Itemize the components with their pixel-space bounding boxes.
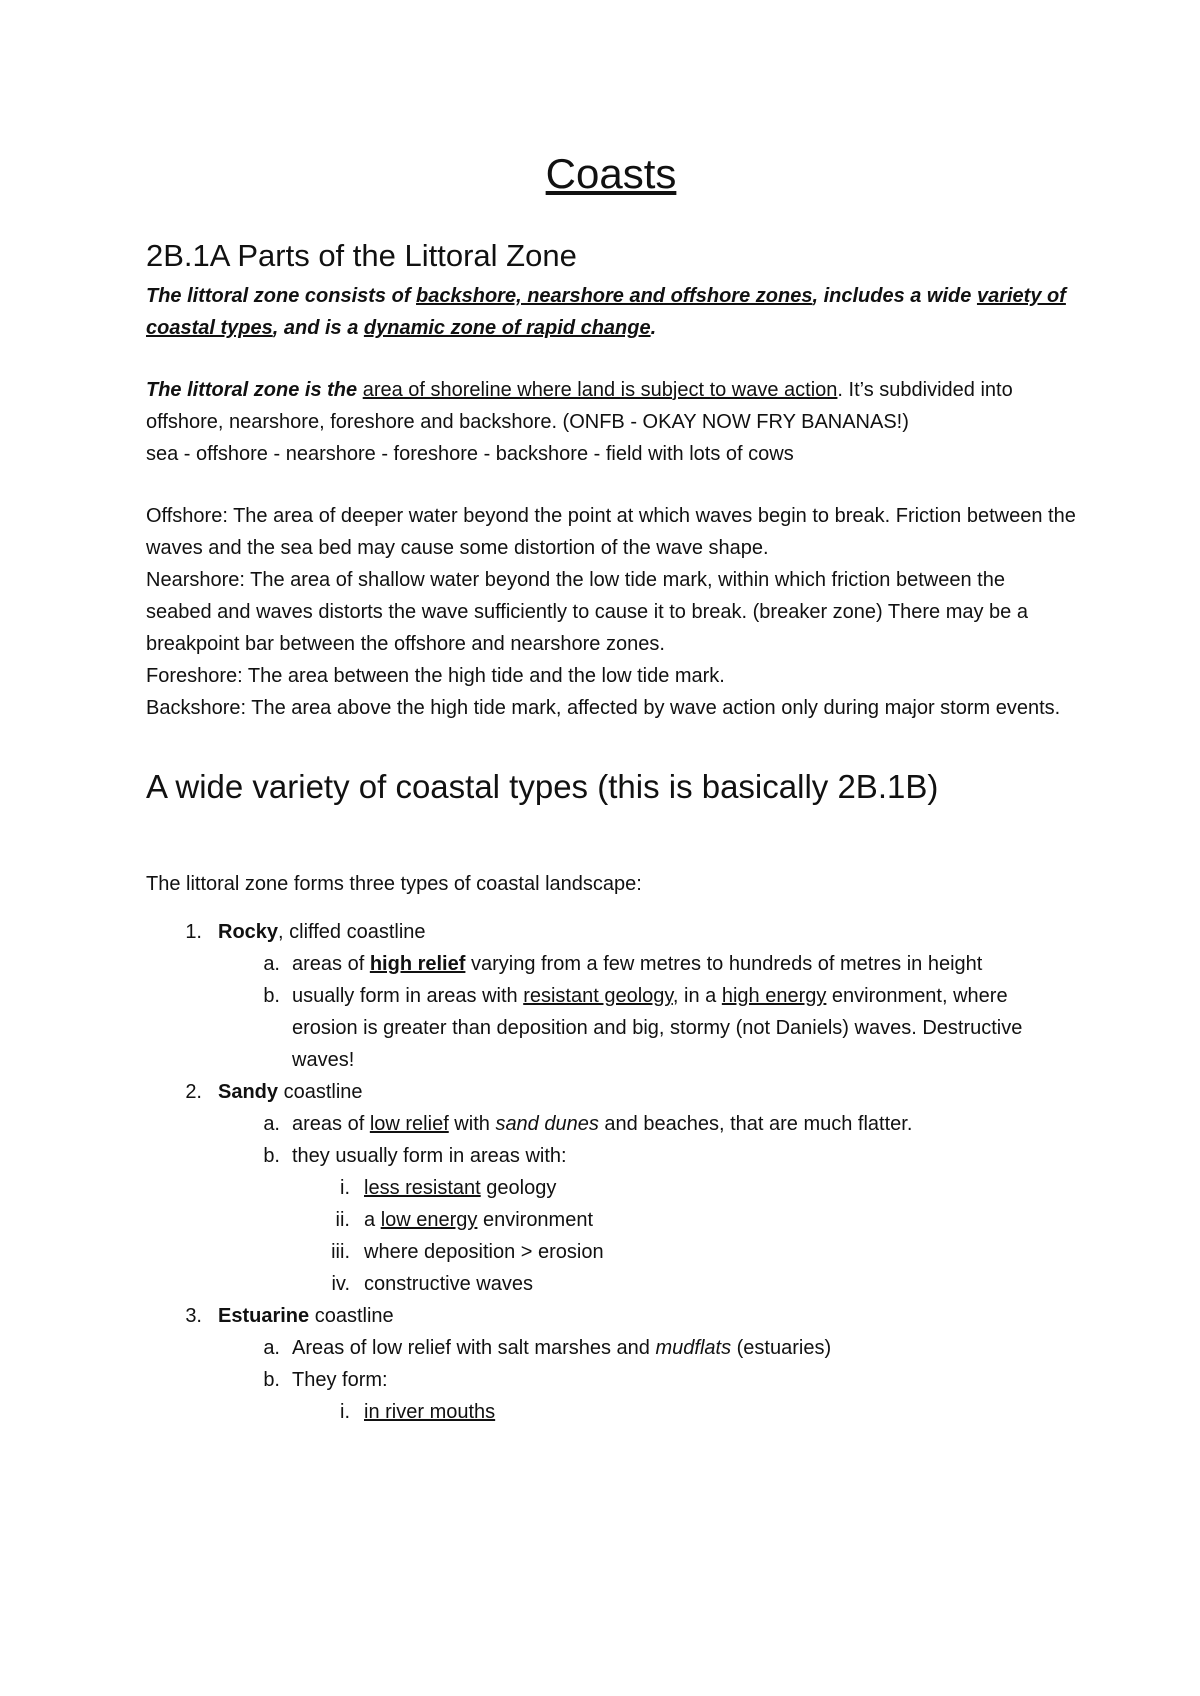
- zone-sequence: sea - offshore - nearshore - foreshore - backshore - field with lots of cows: [146, 443, 794, 465]
- section-heading-littoral-zone: 2B.1A Parts of the Littoral Zone: [146, 238, 577, 273]
- list-item-sandy-a: a. areas of low relief with sand dunes and beaches, that are much flatter.: [263, 1113, 913, 1135]
- zone-offshore: Offshore: The area of deeper water beyond the point at which waves begin to break. Friction between the waves and the sea bed may cause some distortion of the wave shape.: [146, 505, 1076, 559]
- document-page: [146, 150, 1076, 1428]
- zone-backshore: Backshore: The area above the high tide mark, affected by wave action only during major storm events.: [146, 697, 1061, 719]
- zone-nearshore: Nearshore: The area of shallow water beyond the low tide mark, within which friction between the seabed and waves distorts the wave sufficiently to cause it to break. (breaker zone) There may be a breakpoint bar between the offshore and nearshore zones.: [146, 569, 1028, 655]
- list-item-estuarine: 3. Estuarine coastline: [185, 1305, 394, 1327]
- list-item-estuarine-b-i: i. in river mouths: [340, 1401, 496, 1423]
- list-item-rocky-a: a. areas of high relief varying from a few metres to hundreds of metres in height: [263, 953, 983, 975]
- coastal-types-intro: The littoral zone forms three types of coastal landscape:: [146, 873, 642, 895]
- zone-foreshore: Foreshore: The area between the high tide and the low tide mark.: [146, 665, 725, 687]
- list-item-sandy-b-i: i. less resistant geology: [340, 1177, 557, 1199]
- section-heading-coastal-types: A wide variety of coastal types (this is basically 2B.1B): [146, 768, 939, 805]
- definition-paragraph: The littoral zone is the area of shoreline where land is subject to wave action. It’s subdivided into offshore, nearshore, foreshore and backshore. (ONFB - OKAY NOW FRY BANANAS!): [146, 379, 1013, 433]
- list-item-sandy: 2. Sandy coastline: [185, 1081, 363, 1103]
- coastal-types-list: [146, 916, 1076, 1428]
- list-item-sandy-b-ii: ii. a low energy environment: [335, 1209, 594, 1231]
- list-item-estuarine-a: a. Areas of low relief with salt marshes and mudflats (estuaries): [263, 1337, 832, 1359]
- list-item-rocky: 1. Rocky, cliffed coastline: [185, 921, 426, 943]
- page-title: Coasts: [545, 150, 677, 197]
- intro-paragraph: The littoral zone consists of backshore, nearshore and offshore zones, includes a wide variety of coastal types, and is a dynamic zone of rapid change.: [146, 285, 1066, 339]
- list-item-sandy-b-iv: iv. constructive waves: [331, 1273, 533, 1295]
- list-item-estuarine-b: b. They form:: [263, 1369, 388, 1391]
- list-item-rocky-b: b. usually form in areas with resistant geology, in a high energy environment, where erosion is greater than deposition and big, stormy (not Daniels) waves. Destructive waves!: [263, 985, 1023, 1071]
- list-item-sandy-b-iii: iii. where deposition > erosion: [331, 1241, 604, 1263]
- list-item-sandy-b: b. they usually form in areas with:: [263, 1145, 567, 1167]
